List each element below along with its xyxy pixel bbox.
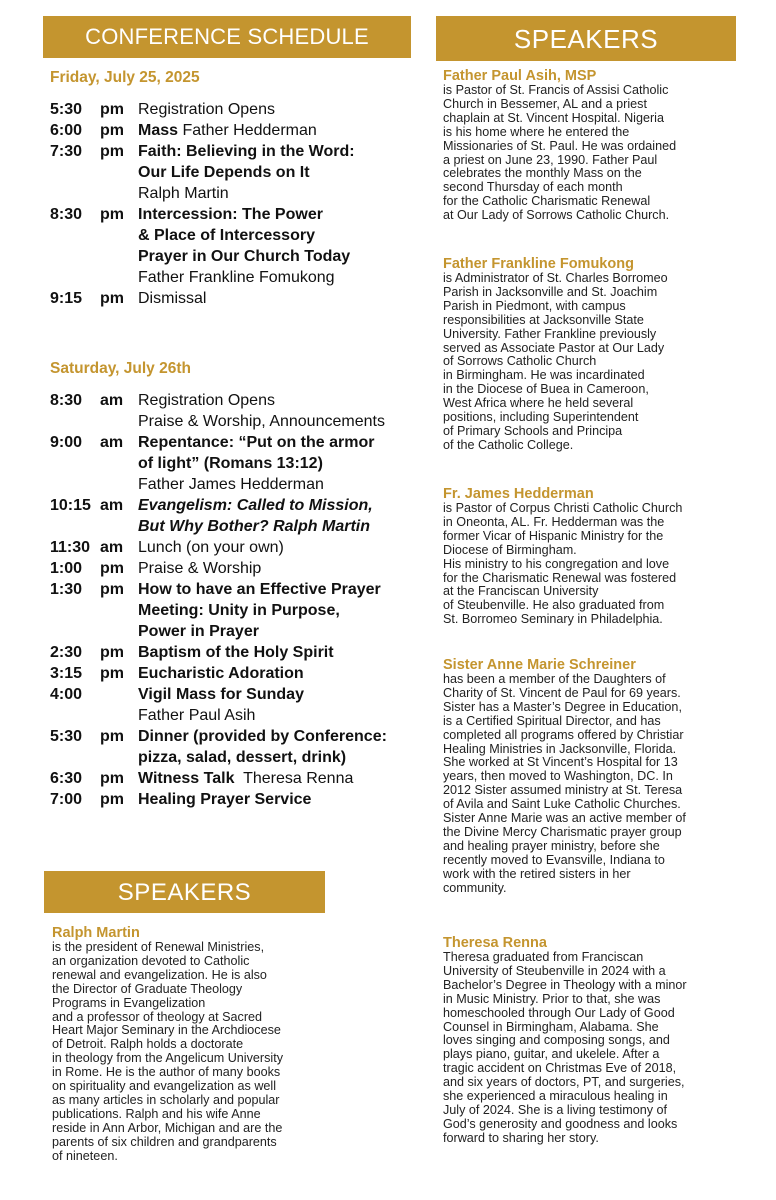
schedule-item — [50, 768, 420, 789]
schedule-line — [138, 288, 420, 309]
speaker-anne-marie-schreiner — [443, 657, 743, 896]
schedule-item — [50, 288, 420, 309]
schedule-time: 8:30 — [50, 206, 83, 223]
schedule-line — [138, 705, 420, 726]
schedule-time: 7:30 — [50, 143, 83, 160]
schedule-line-text: Mass — [138, 122, 179, 139]
schedule-line — [138, 453, 420, 474]
schedule-item — [50, 789, 420, 810]
schedule-line-text: Lunch (on your own) — [138, 539, 284, 556]
speaker-name: Father Paul Asih, MSP — [443, 68, 597, 84]
schedule-ampm: pm — [100, 644, 124, 661]
schedule-time: 1:30 — [50, 581, 83, 598]
schedule-description — [138, 204, 420, 288]
schedule-time: 2:30 — [50, 644, 83, 661]
schedule-line-text: Eucharistic Adoration — [138, 665, 304, 682]
speaker-ralph-martin — [52, 925, 352, 1164]
schedule-ampm: pm — [100, 290, 124, 307]
schedule-item — [50, 726, 420, 768]
speaker-frankline-fomukong — [443, 256, 743, 453]
speaker-james-hedderman — [443, 486, 743, 627]
schedule-line-text: Father James Hedderman — [138, 476, 324, 493]
schedule-ampm — [100, 684, 138, 726]
schedule-item — [50, 120, 420, 141]
schedule-ampm: pm — [100, 101, 124, 118]
schedule-banner: CONFERENCE SCHEDULE — [43, 16, 411, 58]
schedule-description — [138, 789, 420, 810]
schedule-line — [138, 495, 420, 516]
schedule-ampm: pm — [100, 791, 124, 808]
day2-schedule — [50, 390, 420, 810]
schedule-line — [138, 141, 420, 162]
schedule-description — [138, 537, 420, 558]
schedule-line — [138, 537, 420, 558]
schedule-time: 6:00 — [50, 122, 83, 139]
schedule-line — [138, 183, 420, 204]
schedule-line — [138, 642, 420, 663]
speaker-bio: is Pastor of St. Francis of Assisi Catholic Church in Bessemer, AL and a priest chaplain at St. Vincent Hospital. Nigeria is his home where he entered the Missionaries of St. Paul. He was ordained a priest on June 23, 1990. Father Paul celebrates the monthly Mass on the second Thursday of each month for the Catholic Charismatic Renewal at Our Lady of Sorrows Catholic Church. — [443, 83, 677, 223]
schedule-line-suffix: Father Hedderman — [178, 122, 317, 139]
schedule-line-text: Ralph Martin — [138, 185, 229, 202]
schedule-time: 4:00 — [50, 686, 83, 703]
schedule-description — [138, 579, 420, 642]
day1-heading: Friday, July 25, 2025 — [50, 69, 200, 86]
schedule-item — [50, 495, 420, 537]
schedule-ampm: pm — [100, 728, 124, 745]
schedule-line — [138, 267, 420, 288]
schedule-line — [138, 204, 420, 225]
schedule-line-text: Vigil Mass for Sunday — [138, 686, 304, 703]
schedule-ampm: pm — [100, 560, 124, 577]
schedule-ampm: pm — [100, 665, 124, 682]
schedule-ampm: am — [100, 539, 124, 556]
speaker-theresa-renna — [443, 935, 743, 1146]
schedule-line-text: Prayer in Our Church Today — [138, 248, 351, 265]
schedule-description — [138, 558, 420, 579]
schedule-line-text: Evangelism: Called to Mission, — [138, 497, 373, 514]
schedule-line-text: Registration Opens — [138, 392, 275, 409]
schedule-ampm: am — [100, 497, 124, 514]
schedule-description — [138, 390, 420, 432]
schedule-line-text: Praise & Worship — [138, 560, 262, 577]
schedule-line-text: Registration Opens — [138, 101, 275, 118]
speaker-name: Fr. James Hedderman — [443, 486, 594, 502]
schedule-line-text: Our Life Depends on It — [138, 164, 310, 181]
schedule-description — [138, 99, 420, 120]
schedule-line — [138, 474, 420, 495]
speaker-name: Ralph Martin — [52, 925, 140, 941]
schedule-time: 1:00 — [50, 560, 83, 577]
day2-heading: Saturday, July 26th — [50, 360, 191, 377]
schedule-description — [138, 120, 420, 141]
schedule-ampm: pm — [100, 581, 124, 598]
speaker-bio: is Administrator of St. Charles Borromeo Parish in Jacksonville and St. Joachim Parish in Piedmont, with campus responsibilities at Jacksonville State University. Father Frankline previously served as Associate Pastor at Our Lady of Sorrows Catholic Church in Birmingham. He was incardinated in the Diocese of Buea in Cameroon, West Africa where he held several positions, including Superintendent of Primary Schools and Principa of the Catholic College. — [443, 271, 668, 452]
schedule-line — [138, 120, 420, 141]
schedule-item — [50, 684, 420, 726]
schedule-ampm: am — [100, 434, 124, 451]
speaker-bio: has been a member of the Daughters of Charity of St. Vincent de Paul for 69 years. Sister has a Master’s Degree in Education, is a Certified Spiritual Director, and has completed all programs offered by Christiar Healing Ministries in Jacksonville, Florida. She worked at St Vincent’s Hospital for 13 years, then moved to Washington, DC. In 2012 Sister assumed ministry at St. Teresa of Avila and Saint Luke Catholic Churches. Sister Anne Marie was an active member of the Divine Mercy Charismatic prayer group and healing prayer ministry, before she recently moved to Evansville, Indiana to work with the retired sisters in her community. — [443, 672, 686, 895]
schedule-ampm: pm — [100, 143, 124, 160]
schedule-item — [50, 663, 420, 684]
schedule-line — [138, 726, 420, 747]
schedule-time: 7:00 — [50, 791, 83, 808]
schedule-description — [138, 432, 420, 495]
schedule-description — [138, 141, 420, 204]
schedule-line — [138, 99, 420, 120]
schedule-description — [138, 768, 420, 789]
schedule-line-text: Power in Prayer — [138, 623, 259, 640]
schedule-time: 9:00 — [50, 434, 83, 451]
schedule-description — [138, 726, 420, 768]
schedule-line-text: Father Frankline Fomukong — [138, 269, 335, 286]
schedule-line-text: & Place of Intercessory — [138, 227, 315, 244]
speaker-bio: is the president of Renewal Ministries, an organization devoted to Catholic renewal and evangelization. He is also the Director of Graduate Theology Programs in Evangelization and a professor of theology at Sacred Heart Major Seminary in the Archdiocese of Detroit. Ralph holds a doctorate in theology from the Angelicum University in Rome. He is the author of many books on spirituality and evangelization as well as many articles in scholarly and popular publications. Ralph and his wife Anne reside in Ann Arbor, Michigan and are the parents of six children and grandparents of nineteen. — [52, 940, 283, 1163]
schedule-description — [138, 642, 420, 663]
schedule-item — [50, 579, 420, 642]
day1-schedule — [50, 99, 420, 309]
schedule-item — [50, 642, 420, 663]
speaker-name: Sister Anne Marie Schreiner — [443, 657, 636, 673]
schedule-ampm: pm — [100, 206, 124, 223]
schedule-ampm: pm — [100, 770, 124, 787]
schedule-line — [138, 411, 420, 432]
schedule-line-text: Praise & Worship, Announcements — [138, 413, 385, 430]
schedule-item — [50, 204, 420, 288]
schedule-line — [138, 246, 420, 267]
schedule-line — [138, 789, 420, 810]
schedule-line — [138, 600, 420, 621]
schedule-line — [138, 663, 420, 684]
schedule-ampm: pm — [100, 122, 124, 139]
schedule-line-text: But Why Bother? Ralph Martin — [138, 518, 370, 535]
schedule-item — [50, 432, 420, 495]
schedule-item — [50, 558, 420, 579]
schedule-time: 8:30 — [50, 392, 83, 409]
schedule-line-text: of light” (Romans 13:12) — [138, 455, 323, 472]
schedule-time: 9:15 — [50, 290, 83, 307]
schedule-line — [138, 432, 420, 453]
schedule-line — [138, 768, 420, 789]
schedule-ampm: am — [100, 392, 124, 409]
schedule-line — [138, 684, 420, 705]
schedule-line — [138, 162, 420, 183]
schedule-line-text: Faith: Believing in the Word: — [138, 143, 355, 160]
schedule-line-text: Intercession: The Power — [138, 206, 323, 223]
schedule-time: 10:15 — [50, 497, 91, 514]
schedule-description — [138, 663, 420, 684]
schedule-line — [138, 390, 420, 411]
schedule-line-text: How to have an Effective Prayer — [138, 581, 381, 598]
schedule-line-suffix: Theresa Renna — [234, 770, 354, 787]
schedule-line — [138, 579, 420, 600]
speakers-banner-left: SPEAKERS — [44, 871, 325, 913]
schedule-line-text: Dinner (provided by Conference: — [138, 728, 387, 745]
schedule-line — [138, 516, 420, 537]
schedule-line-text: Baptism of the Holy Spirit — [138, 644, 334, 661]
schedule-description — [138, 288, 420, 309]
schedule-line-text: Meeting: Unity in Purpose, — [138, 602, 340, 619]
schedule-time: 3:15 — [50, 665, 83, 682]
schedule-line-text: Father Paul Asih — [138, 707, 256, 724]
speaker-bio: is Pastor of Corpus Christi Catholic Church in Oneonta, AL. Fr. Hedderman was the former Vicar of Hispanic Ministry for the Diocese of Birmingham. His ministry to his congregation and love for the Charismatic Renewal was fostered at the Franciscan University of Steubenville. He also graduated from St. Borromeo Seminary in Philadelphia. — [443, 501, 683, 627]
schedule-line-text: Dismissal — [138, 290, 207, 307]
schedule-description — [138, 684, 420, 726]
speakers-banner-right: SPEAKERS — [436, 16, 736, 61]
schedule-item — [50, 390, 420, 432]
speaker-name: Theresa Renna — [443, 935, 547, 951]
schedule-description — [138, 495, 420, 537]
schedule-item — [50, 99, 420, 120]
schedule-line — [138, 621, 420, 642]
schedule-time: 5:30 — [50, 728, 83, 745]
schedule-item — [50, 537, 420, 558]
schedule-time: 6:30 — [50, 770, 83, 787]
schedule-line — [138, 747, 420, 768]
schedule-line-text: Witness Talk — [138, 770, 235, 787]
speaker-bio: Theresa graduated from Franciscan University of Steubenville in 2024 with a Bachelor’s Degree in Theology with a minor in Music Ministry. Prior to that, she was homeschooled through Our Lady of Good Counsel in Birmingham, Alabama. She loves singing and composing songs, and plays piano, guitar, and ukelele. After a tragic accident on Christmas Eve of 2018, and six years of doctors, PT, and surgeries, she experienced a miraculous healing in July of 2024. She is a living testimony of God’s generosity and goodness and looks forward to sharing her story. — [443, 950, 687, 1145]
speaker-paul-asih — [443, 68, 743, 223]
schedule-line-text: Repentance: “Put on the armor — [138, 434, 375, 451]
schedule-time: 5:30 — [50, 101, 83, 118]
schedule-item — [50, 141, 420, 204]
schedule-line — [138, 225, 420, 246]
schedule-line-text: pizza, salad, dessert, drink) — [138, 749, 347, 766]
schedule-line — [138, 558, 420, 579]
schedule-line-text: Healing Prayer Service — [138, 791, 312, 808]
schedule-time: 11:30 — [50, 539, 91, 556]
speaker-name: Father Frankline Fomukong — [443, 256, 634, 272]
